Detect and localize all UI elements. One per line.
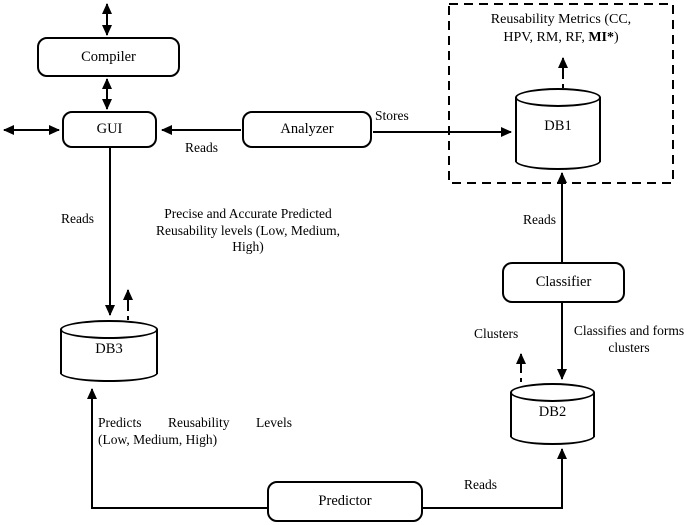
arrow-predictor-to-db3 xyxy=(92,389,267,508)
precise-line2: Reusability levels (Low, Medium, xyxy=(156,222,340,238)
classifies-line1: Classifies and forms xyxy=(573,323,685,338)
db3-cylinder-top xyxy=(60,320,158,339)
analyzer-label: Analyzer xyxy=(280,121,334,137)
label-stores: Stores xyxy=(375,108,409,123)
label-reads-classifier-db1: Reads xyxy=(523,212,556,227)
predicts-line1: Predicts Reusability Levels xyxy=(98,415,292,430)
db2-label: DB2 xyxy=(538,404,567,420)
compiler-box xyxy=(37,37,180,77)
db1-cylinder xyxy=(515,88,601,170)
db2-cylinder xyxy=(510,383,595,445)
db3-label: DB3 xyxy=(95,341,123,357)
label-reads-gui-db3: Reads xyxy=(61,211,94,226)
db1-cylinder-top xyxy=(515,88,601,107)
metrics-line2 xyxy=(448,29,674,47)
gui-box xyxy=(62,111,157,148)
label-reads-predictor-db2: Reads xyxy=(464,477,497,492)
label-clusters: Clusters xyxy=(474,326,519,341)
db3-cylinder xyxy=(60,320,158,382)
precise-line3: High) xyxy=(232,239,264,254)
db2-cylinder-top xyxy=(510,383,595,402)
analyzer-box xyxy=(242,111,372,148)
predictor-label: Predictor xyxy=(318,493,372,509)
label-predicts-reusability-levels xyxy=(98,414,292,448)
label-classifies-and-forms-clusters xyxy=(556,323,700,356)
predictor-box xyxy=(267,481,423,522)
metrics-line2-prefix: HPV, RM, RF, xyxy=(503,30,589,45)
metrics-line2-suffix: ) xyxy=(614,30,619,45)
label-precise-predicted-levels xyxy=(133,206,363,256)
classifies-line2: clusters xyxy=(608,339,650,355)
metrics-line1: Reusability Metrics (CC, xyxy=(490,12,632,27)
db1-label: DB1 xyxy=(544,118,572,134)
label-reads-analyzer-gui: Reads xyxy=(185,140,218,155)
metrics-line2-bold: MI* xyxy=(588,30,614,45)
precise-line1: Precise and Accurate Predicted xyxy=(164,206,332,221)
gui-label: GUI xyxy=(96,121,123,137)
classifier-box xyxy=(502,262,625,303)
classifier-label: Classifier xyxy=(535,274,592,290)
reusability-metrics-text xyxy=(448,11,674,47)
compiler-label: Compiler xyxy=(81,48,136,65)
predicts-line2: (Low, Medium, High) xyxy=(98,432,218,447)
